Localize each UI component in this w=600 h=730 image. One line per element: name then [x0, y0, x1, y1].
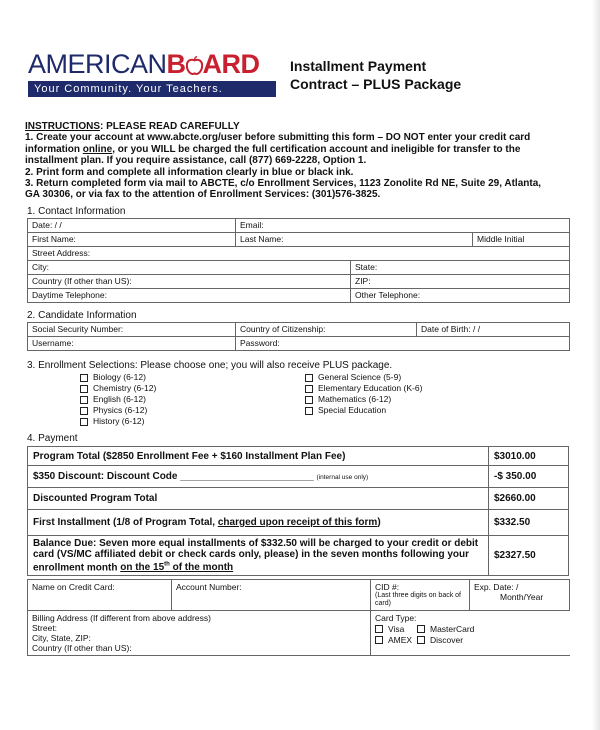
logo-word-american: AMERICAN — [28, 49, 167, 79]
card-type-label: AMEX — [388, 634, 413, 645]
card-type-mastercard[interactable] — [417, 623, 474, 634]
exp-date-note: Month/Year — [500, 592, 544, 602]
option-label: English (6-12) — [93, 394, 146, 404]
balance-due-of-month: of the month — [169, 562, 234, 574]
discount-amount: -$ 350.00 — [489, 466, 569, 488]
first-installment-amount: $332.50 — [489, 510, 569, 536]
last-name-field[interactable]: Last Name: — [236, 233, 473, 247]
option-chemistry[interactable] — [80, 383, 156, 394]
option-label: Chemistry (6-12) — [93, 383, 157, 393]
account-number-field[interactable]: Account Number: — [172, 580, 371, 611]
username-field[interactable]: Username: — [28, 337, 236, 351]
enrollment-heading: 3. Enrollment Selections: Please choose one; you will also receive PLUS package. — [27, 360, 393, 371]
checkbox[interactable] — [305, 396, 313, 404]
password-field[interactable]: Password: — [236, 337, 570, 351]
ssn-field[interactable]: Social Security Number: — [28, 323, 236, 337]
option-special-education[interactable] — [305, 405, 422, 416]
exp-date-field[interactable] — [470, 580, 570, 611]
checkbox[interactable] — [80, 374, 88, 382]
billing-country-label: Country (If other than US): — [32, 643, 132, 653]
card-type-label: MasterCard — [430, 623, 475, 634]
ordinal-suffix: th — [164, 562, 170, 568]
citizenship-field[interactable]: Country of Citizenship: — [236, 323, 417, 337]
card-type-label: Visa — [388, 623, 405, 634]
instruction-3: 3. Return completed form via mail to ABCTE, c/o Enrollment Services, 1123 Zonolite Rd NE, Suite 29, Atlanta, GA 30306, or via fax to the attention of Enrollment Services: (301)576-3825. — [25, 178, 542, 201]
checkbox[interactable] — [417, 636, 425, 644]
american-board-logo — [28, 50, 276, 97]
program-total-amount: $3010.00 — [489, 447, 569, 466]
checkbox[interactable] — [80, 385, 88, 393]
option-general-science[interactable] — [305, 372, 422, 383]
balance-due-amount: $2327.50 — [489, 536, 569, 576]
billing-address-field[interactable] — [28, 611, 371, 656]
cid-note: (Last three digits on back of card) — [375, 592, 461, 607]
checkbox[interactable] — [80, 407, 88, 415]
instructions-heading: INSTRUCTIONS — [25, 121, 100, 132]
option-label: Biology (6-12) — [93, 372, 146, 382]
program-total-label: Program Total ($2850 Enrollment Fee + $160 Installment Plan Fee) — [28, 447, 489, 466]
other-phone-field[interactable]: Other Telephone: — [351, 289, 570, 303]
instruction-1a: 1. Create your account at www.abcte.org/user before submitting this form – DO NOT enter your credit card information — [25, 132, 531, 155]
instruction-2: 2. Print form and complete all information clearly in blue or black ink. — [25, 166, 354, 178]
checkbox[interactable] — [305, 374, 313, 382]
option-label: Special Education — [318, 405, 387, 415]
option-mathematics[interactable] — [305, 394, 422, 405]
logo-tagline: Your Community. Your Teachers. — [28, 81, 276, 97]
instruction-1b: , or you WILL be charged the full certification account and ineligible for transfer to the installment plan. If you require assistance, call (877) 669-2228, Option 1. — [25, 143, 521, 167]
cid-field[interactable] — [371, 580, 470, 611]
option-label: Mathematics (6-12) — [318, 394, 392, 404]
balance-due-day — [120, 562, 233, 573]
instructions-heading-rest: : PLEASE READ CAREFULLY — [100, 121, 240, 132]
zip-field[interactable]: ZIP: — [351, 275, 570, 289]
card-type-label: Discover — [430, 634, 464, 645]
option-label: Elementary Education (K-6) — [318, 383, 423, 393]
discounted-total-amount: $2660.00 — [489, 488, 569, 510]
dob-field[interactable]: Date of Birth: / / — [417, 323, 570, 337]
checkbox[interactable] — [80, 396, 88, 404]
page-edge-shadow — [592, 0, 600, 730]
logo-word-board-rest: ARD — [202, 49, 260, 79]
discounted-total-label: Discounted Program Total — [28, 488, 489, 510]
instruction-1-online: online — [82, 143, 113, 155]
balance-due-on-the: on the 15 — [120, 562, 165, 574]
checkbox[interactable] — [305, 407, 313, 415]
card-type-discover[interactable] — [417, 634, 463, 645]
option-history[interactable] — [80, 416, 156, 427]
option-biology[interactable] — [80, 372, 156, 383]
street-field[interactable]: Street Address: — [28, 247, 570, 261]
checkbox[interactable] — [305, 385, 313, 393]
billing-street-label: Street: — [32, 623, 58, 633]
contact-table — [27, 218, 570, 303]
payment-table — [27, 446, 569, 576]
balance-due-row — [28, 536, 489, 576]
option-label: History (6-12) — [93, 416, 145, 426]
discount-label: $350 Discount: Discount Code ________________________ — [33, 471, 314, 482]
option-elementary-education[interactable] — [305, 383, 422, 394]
name-on-card-field[interactable]: Name on Credit Card: — [28, 580, 172, 611]
first-name-field[interactable]: First Name: — [28, 233, 236, 247]
card-type-visa[interactable] — [375, 623, 417, 634]
balance-due-label: Balance Due: Seven more equal installments of $332.50 will be charged to your credit or debit card (VS/MC affiliated debit or check cards only, please) in the seven months following your enrollment month — [33, 538, 479, 574]
billing-city-label: City, State, ZIP: — [32, 633, 91, 643]
instructions — [25, 121, 555, 201]
daytime-phone-field[interactable]: Daytime Telephone: — [28, 289, 351, 303]
candidate-heading: 2. Candidate Information — [27, 310, 137, 321]
option-label: Physics (6-12) — [93, 405, 148, 415]
exp-date-label: Exp. Date: / — [474, 582, 519, 592]
enrollment-options-left — [80, 372, 156, 427]
option-english[interactable] — [80, 394, 156, 405]
title-line-2: Contract – PLUS Package — [290, 76, 462, 92]
payment-heading: 4. Payment — [27, 433, 78, 444]
card-type-label: Card Type: — [375, 613, 417, 623]
option-physics[interactable] — [80, 405, 156, 416]
cid-label: CID #: — [375, 582, 400, 592]
card-type-amex[interactable] — [375, 634, 417, 645]
checkbox[interactable] — [375, 625, 383, 633]
title-line-1: Installment Payment — [290, 58, 427, 74]
first-installment-row — [28, 510, 489, 536]
state-field[interactable]: State: — [351, 261, 570, 275]
checkbox[interactable] — [375, 636, 383, 644]
first-installment-label: First Installment (1/8 of Program Total, — [33, 517, 218, 528]
logo-word-board-b: B — [166, 49, 186, 79]
internal-use-note: (internal use only) — [316, 474, 369, 481]
city-field[interactable]: City: — [28, 261, 351, 275]
checkbox[interactable] — [417, 625, 425, 633]
option-label: General Science (5-9) — [318, 372, 402, 382]
first-installment-close: ) — [377, 517, 381, 528]
billing-address-label: Billing Address (If different from above address) — [32, 613, 211, 623]
discount-row — [28, 466, 489, 488]
country-field[interactable]: Country (If other than US): — [28, 275, 351, 289]
card-type-field — [371, 611, 570, 656]
email-field[interactable]: Email: — [236, 219, 570, 233]
contact-heading: 1. Contact Information — [27, 206, 126, 217]
apple-icon — [186, 56, 203, 75]
charged-upon-receipt: charged upon receipt of this form — [217, 517, 378, 528]
form-title — [290, 57, 461, 93]
candidate-table — [27, 322, 570, 351]
credit-card-table — [27, 579, 570, 656]
checkbox[interactable] — [80, 418, 88, 426]
enrollment-options-right — [305, 372, 422, 416]
middle-initial-field[interactable]: Middle Initial — [473, 233, 570, 247]
date-field[interactable]: Date: / / — [28, 219, 236, 233]
